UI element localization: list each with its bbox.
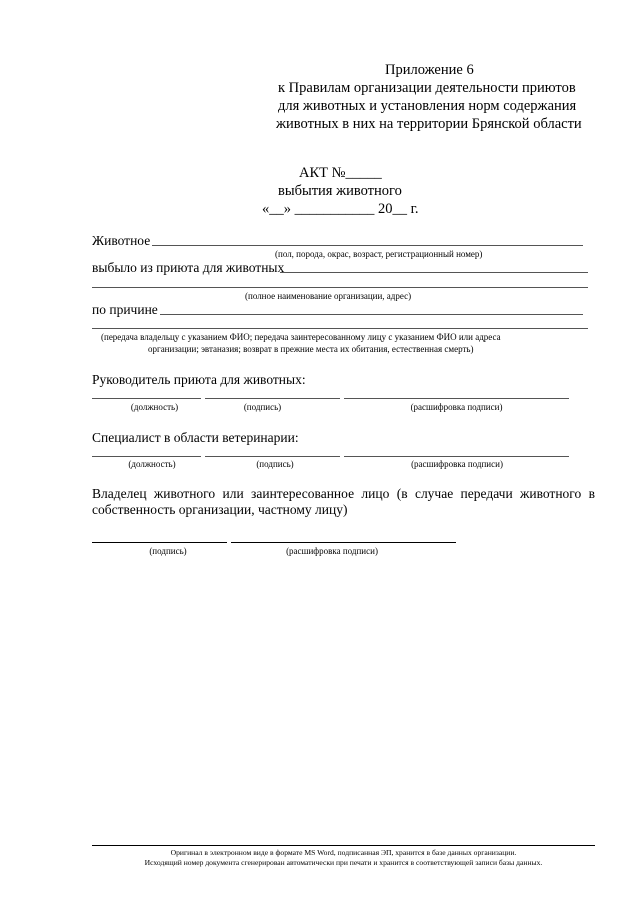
vet-signature-hint: (подпись) xyxy=(256,459,294,469)
footer-line-2: Исходящий номер документа сгенерирован автоматически при печати и хранится в соответствующей записи базы данных. xyxy=(144,858,543,867)
vet-decoding-hint: (расшифровка подписи) xyxy=(411,459,503,469)
vet-position-field[interactable] xyxy=(92,456,201,457)
reason-hint-2: организации; эвтаназия; возврат в прежние места их обитания, естественная смерть) xyxy=(148,344,474,354)
appendix-line-3: животных в них на территории Брянской области xyxy=(276,116,582,132)
owner-signature-hint: (подпись) xyxy=(149,546,187,556)
act-title: АКТ №_____ xyxy=(299,165,382,181)
animal-field[interactable] xyxy=(152,245,583,246)
vet-signature-field[interactable] xyxy=(205,456,340,457)
vet-title: Специалист в области ветеринарии: xyxy=(92,430,299,445)
owner-decoding-field[interactable] xyxy=(231,542,456,543)
animal-hint: (пол, порода, окрас, возраст, регистрационный номер) xyxy=(275,249,483,259)
org-field[interactable] xyxy=(92,287,588,288)
owner-signature-field[interactable] xyxy=(92,542,227,543)
reason-hint-1: (передача владельцу с указанием ФИО; передача заинтересованному лицу с указанием ФИО или адреса xyxy=(101,332,501,342)
footer-divider xyxy=(92,845,595,846)
left-shelter-label: выбыло из приюта для животных xyxy=(92,260,285,275)
head-signature-field[interactable] xyxy=(205,398,340,399)
footer-line-1: Оригинал в электронном виде в формате MS Word, подписанная ЭП, хранится в базе данных организации. xyxy=(170,848,517,857)
head-position-hint: (должность) xyxy=(130,402,179,412)
reason-field-2[interactable] xyxy=(92,328,588,329)
left-shelter-field[interactable] xyxy=(280,272,588,273)
animal-label: Животное xyxy=(92,233,151,248)
appendix-line-1: к Правилам организации деятельности приютов xyxy=(278,80,576,96)
appendix-number: Приложение 6 xyxy=(385,62,474,78)
vet-decoding-field[interactable] xyxy=(344,456,569,457)
head-position-field[interactable] xyxy=(92,398,201,399)
appendix-line-2: для животных и установления норм содержания xyxy=(278,98,577,114)
org-hint: (полное наименование организации, адрес) xyxy=(245,291,412,301)
owner-text: Владелец животного или заинтересованное лицо (в случае передачи животного в собственность организации, частному лицу) xyxy=(92,486,595,517)
head-title: Руководитель приюта для животных: xyxy=(92,372,306,387)
head-decoding-field[interactable] xyxy=(344,398,569,399)
vet-position-hint: (должность) xyxy=(128,459,176,469)
head-decoding-hint: (расшифровка подписи) xyxy=(410,402,503,412)
reason-label: по причине xyxy=(92,302,158,317)
reason-field[interactable] xyxy=(160,314,583,315)
act-date: «__» ___________ 20__ г. xyxy=(262,201,419,217)
owner-decoding-hint: (расшифровка подписи) xyxy=(286,546,378,556)
head-signature-hint: (подпись) xyxy=(243,402,282,412)
act-subtitle: выбытия животного xyxy=(278,183,402,199)
